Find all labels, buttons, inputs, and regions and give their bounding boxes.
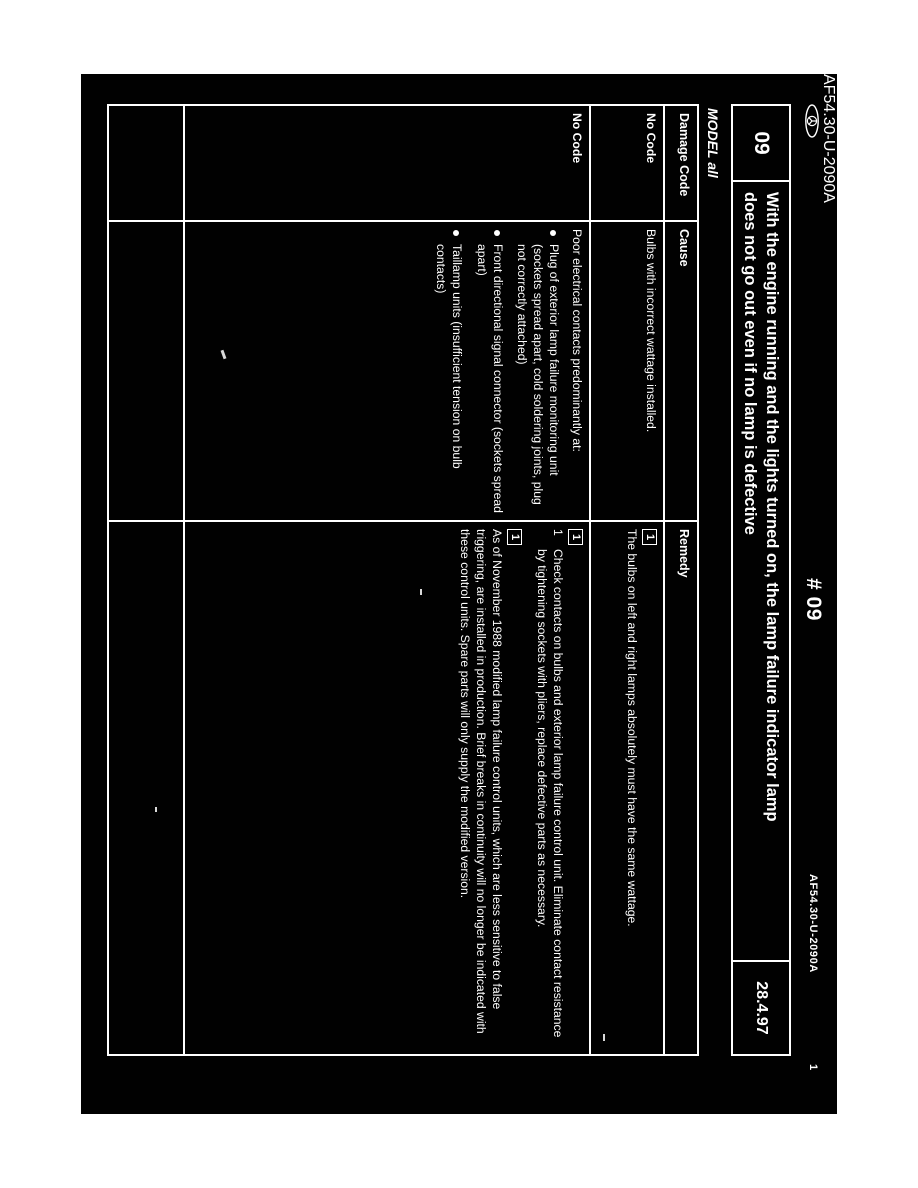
table-row xyxy=(591,106,663,220)
title-date: 28.4.97 xyxy=(733,960,789,1054)
cause-bullet-list xyxy=(432,229,561,513)
remedy-step-box: 1 xyxy=(507,529,522,545)
remedy-step-box: 1 xyxy=(568,529,583,545)
cause-text: Poor electrical contacts predominantly at: xyxy=(570,229,584,452)
scan-artifact xyxy=(420,589,422,595)
header-doc-id: AF54.30-U-2090A xyxy=(807,874,819,973)
remedy-note: As of November 1988 modified lamp failure control units, which are less sensitive to false triggering, are installed in production. Brief breaks in continuity will no longer be indicated with these control units. Spare parts will only supply the modified version. xyxy=(458,529,505,1034)
table-row xyxy=(591,522,663,1054)
cause-text: Bulbs with incorrect wattage installed. xyxy=(644,229,658,433)
title-code: 09 xyxy=(733,106,789,182)
model-line: MODEL all xyxy=(705,108,721,178)
remedy-step-box: 1 xyxy=(642,529,657,545)
remedy-step-1 xyxy=(533,529,565,1047)
damage-code-value: No Code xyxy=(570,113,584,164)
table-header-damage-code: Damage Code xyxy=(677,113,691,197)
table-header-cause: Cause xyxy=(677,229,691,267)
scanned-page-rotor xyxy=(81,74,837,1114)
remedy-text: Check contacts on bulbs and exterior lamp failure control unit. Eliminate contact resistance by tightening sockets with pliers, replace defective parts as necessary. xyxy=(535,549,565,1038)
table-row xyxy=(185,222,589,520)
title-text xyxy=(733,184,789,958)
page-number: 1 xyxy=(807,1064,819,1071)
title-line-2: does not go out even if no lamp is defective xyxy=(741,192,759,535)
remedy-text: The bulbs on left and right lamps absolutely must have the same wattage. xyxy=(624,529,639,927)
title-line-1: With the engine running and the lights turned on, the lamp failure indicator lamp xyxy=(763,192,782,822)
scanned-document-page xyxy=(81,74,837,1114)
table-row xyxy=(185,106,589,220)
remedy-step-number: 1 xyxy=(550,529,565,536)
table-row xyxy=(591,222,663,520)
scan-artifact xyxy=(603,1034,605,1041)
list-item: Plug of exterior lamp failure monitoring unit (sockets spread apart, cold soldering joints, plug not correctly attached) xyxy=(514,229,562,513)
list-item: Taillamp units (insufficient tension on bulb contacts) xyxy=(432,229,464,513)
title-code-subid: AF54.30-U-2090A xyxy=(820,74,837,203)
damage-code-value: No Code xyxy=(644,113,658,164)
damage-code-table xyxy=(107,104,699,1056)
scan-artifact xyxy=(155,807,157,812)
table-row xyxy=(185,522,589,1054)
list-item: Front directional signal connector (sockets spread apart) xyxy=(473,229,505,513)
mercedes-star-icon xyxy=(805,104,819,138)
section-mark: # 09 xyxy=(802,578,825,621)
page-header xyxy=(793,104,823,1084)
table-header-remedy: Remedy xyxy=(677,529,691,578)
title-block xyxy=(731,104,791,1056)
